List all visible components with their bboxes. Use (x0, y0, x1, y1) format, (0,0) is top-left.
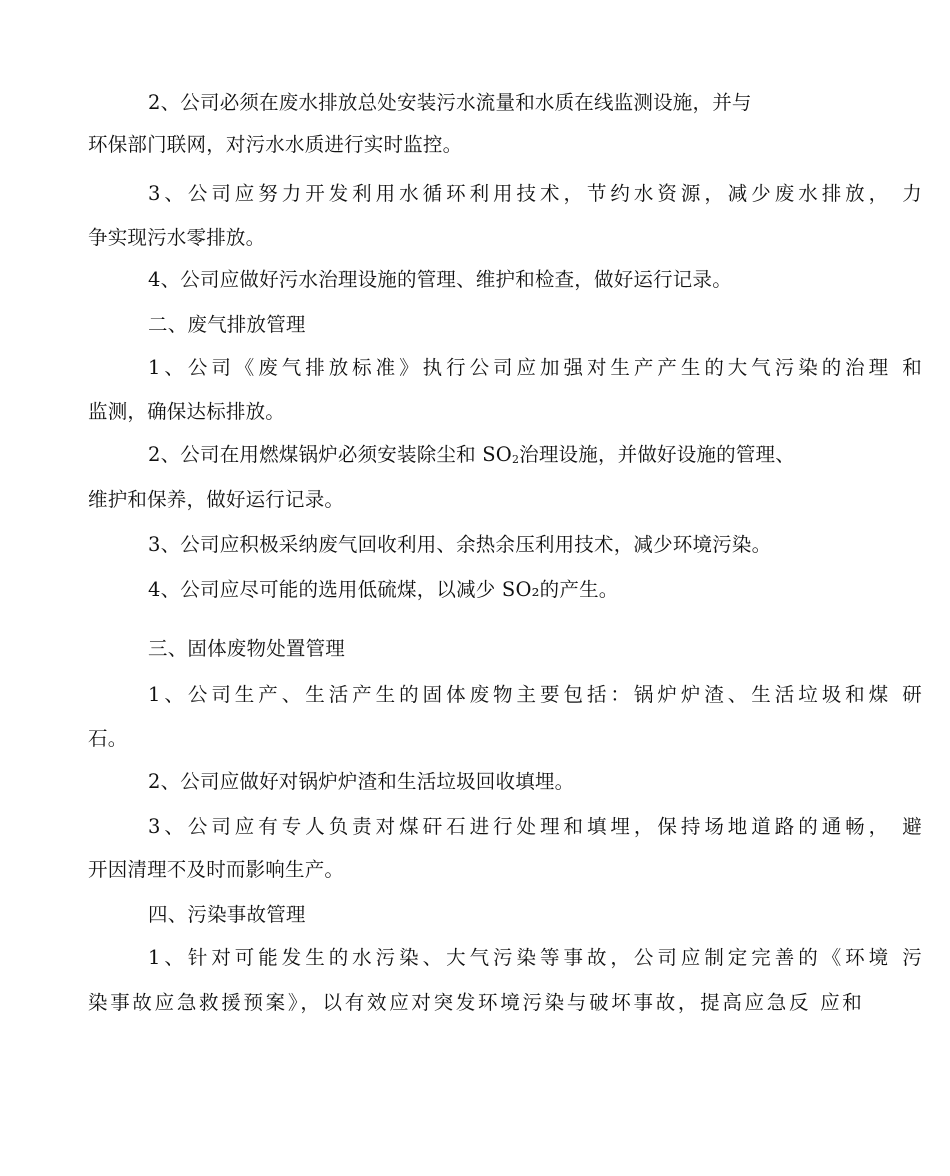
paragraph-solid-waste-2: 2、公司应做好对锅炉炉渣和生活垃圾回收填埋。 (148, 770, 575, 793)
paragraph-exhaust-2-text-b: 治理设施，并做好设施的管理、 (519, 443, 795, 466)
paragraph-accident-1-line2: 染事故应急救援预案》，以有效应对突发环境污染与破坏事故，提高应急反 应和 (88, 991, 862, 1014)
paragraph-exhaust-1-line2: 监测，确保达标排放。 (88, 400, 286, 423)
section-heading-exhaust: 二、废气排放管理 (148, 313, 306, 336)
paragraph-exhaust-2-line2: 维护和保养，做好运行记录。 (88, 488, 345, 511)
paragraph-solid-waste-3-line1: 3、公司应有专人负责对煤矸石进行处理和填埋，保持场地道路的通畅， 避 (148, 815, 922, 838)
paragraph-exhaust-2-line1 (148, 443, 795, 472)
paragraph-exhaust-3: 3、公司应积极采纳废气回收利用、余热余压利用技术，减少环境污染。 (148, 533, 772, 556)
paragraph-wastewater-3-line1: 3、公司应努力开发利用水循环利用技术，节约水资源，减少废水排放， 力 (148, 182, 922, 205)
paragraph-wastewater-3-line2: 争实现污水零排放。 (88, 226, 266, 249)
paragraph-solid-waste-1-line1: 1、公司生产、生活产生的固体废物主要包括：锅炉炉渣、生活垃圾和煤 研 (148, 683, 922, 706)
paragraph-wastewater-2-line2: 环保部门联网，对污水水质进行实时监控。 (88, 133, 463, 156)
paragraph-exhaust-1-line1: 1、公司《废气排放标准》执行公司应加强对生产产生的大气污染的治理 和 (148, 356, 922, 379)
paragraph-solid-waste-1-line2: 石。 (88, 727, 128, 750)
paragraph-accident-1-line1: 1、针对可能发生的水污染、大气污染等事故，公司应制定完善的《环境 污 (148, 946, 922, 969)
paragraph-exhaust-4: 4、公司应尽可能的选用低硫煤，以减少 SO₂的产生。 (148, 578, 619, 601)
so2-subscript: 2 (511, 453, 520, 466)
section-heading-pollution-accident: 四、污染事故管理 (148, 903, 306, 926)
paragraph-wastewater-2-line1: 2、公司必须在废水排放总处安装污水流量和水质在线监测设施，并与 (148, 91, 752, 114)
section-heading-solid-waste: 三、固体废物处置管理 (148, 637, 346, 660)
paragraph-wastewater-4: 4、公司应做好污水治理设施的管理、维护和检查，做好运行记录。 (148, 268, 732, 291)
paragraph-exhaust-2-text-a: 2、公司在用燃煤锅炉必须安装除尘和 SO (148, 443, 512, 466)
paragraph-solid-waste-3-line2: 开因清理不及时而影响生产。 (88, 858, 345, 881)
